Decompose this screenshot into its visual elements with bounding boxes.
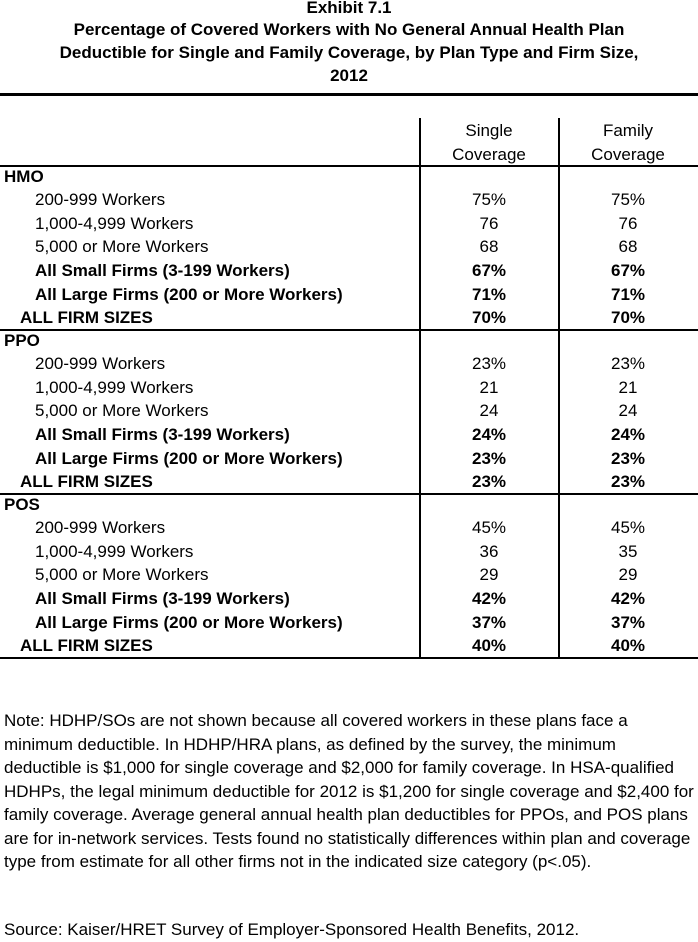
title-divider xyxy=(0,93,698,96)
family-value: 37% xyxy=(610,613,646,632)
table-row xyxy=(0,587,698,611)
row-label: 1,000-4,999 Workers xyxy=(35,214,194,233)
row-label: 200-999 Workers xyxy=(35,518,166,537)
table-row xyxy=(0,235,698,259)
row-label: All Small Firms (3-199 Workers) xyxy=(35,589,290,608)
title-line-2: Deductible for Single and Family Coverage, by Plan Type and Firm Size, xyxy=(59,43,639,62)
single-value: 70% xyxy=(471,308,507,327)
row-label: All Small Firms (3-199 Workers) xyxy=(35,261,290,280)
family-value: 21 xyxy=(618,378,638,397)
family-value: 29 xyxy=(618,565,638,584)
table-row xyxy=(0,212,698,236)
table-row xyxy=(0,352,698,376)
row-label: All Large Firms (200 or More Workers) xyxy=(35,449,343,468)
row-label: 1,000-4,999 Workers xyxy=(35,378,194,397)
family-value: 23% xyxy=(610,472,646,491)
single-value: 37% xyxy=(471,613,507,632)
table-row xyxy=(0,259,698,283)
row-label: 5,000 or More Workers xyxy=(35,237,209,256)
row-label: 200-999 Workers xyxy=(35,190,166,209)
table-row xyxy=(0,399,698,423)
single-value: 68 xyxy=(479,237,499,256)
family-value: 45% xyxy=(610,518,646,537)
exhibit-title xyxy=(0,0,698,87)
row-label: 5,000 or More Workers xyxy=(35,565,209,584)
family-value: 24% xyxy=(610,425,646,444)
family-header-line-1: Family xyxy=(602,121,654,140)
table-row xyxy=(0,634,698,658)
table-row xyxy=(0,188,698,212)
single-value: 21 xyxy=(479,378,499,397)
header-rule xyxy=(0,165,698,167)
family-value: 23% xyxy=(610,449,646,468)
row-label: All Small Firms (3-199 Workers) xyxy=(35,425,290,444)
table-row xyxy=(0,447,698,471)
single-value: 42% xyxy=(471,589,507,608)
single-value: 76 xyxy=(479,214,499,233)
family-value: 75% xyxy=(610,190,646,209)
single-coverage-header xyxy=(420,119,558,167)
footnote: Note: HDHP/SOs are not shown because all covered workers in these plans face a minimum deductible. In HDHP/HRA plans, as defined by the survey, the minimum deductible is $1,000 for single coverage and $2,000 for family coverage. In HSA-qualified HDHPs, the legal minimum deductible for 2012 is $1,200 for single coverage and $2,400 for family coverage. Average general annual health plan deductibles for PPOs, and POS plans are for in-network services. Tests found no statistically differences within plan and coverage type from estimate for all other firms not in the indicated size category (p<.05). xyxy=(4,711,694,871)
family-value: 23% xyxy=(610,354,646,373)
group-title-ppo: PPO xyxy=(4,331,40,350)
single-value: 45% xyxy=(471,518,507,537)
table-row xyxy=(0,516,698,540)
group-title-hmo: HMO xyxy=(4,167,44,186)
family-header-line-2: Coverage xyxy=(591,145,665,164)
single-value: 67% xyxy=(471,261,507,280)
table-row xyxy=(0,423,698,447)
family-coverage-header xyxy=(559,119,697,167)
single-value: 36 xyxy=(479,542,499,561)
family-value: 24 xyxy=(618,401,638,420)
single-header-line-1: Single xyxy=(465,121,513,140)
family-value: 71% xyxy=(610,285,646,304)
family-value: 67% xyxy=(610,261,646,280)
row-label: 200-999 Workers xyxy=(35,354,166,373)
table-row xyxy=(0,563,698,587)
family-value: 68 xyxy=(618,237,638,256)
title-line-3: 2012 xyxy=(330,66,368,85)
source-note: Source: Kaiser/HRET Survey of Employer-Sponsored Health Benefits, 2012. xyxy=(4,920,580,939)
row-label: ALL FIRM SIZES xyxy=(20,472,153,491)
single-value: 71% xyxy=(471,285,507,304)
single-value: 24% xyxy=(471,425,507,444)
exhibit-number: Exhibit 7.1 xyxy=(306,0,392,17)
single-value: 23% xyxy=(471,354,507,373)
table-row xyxy=(0,540,698,564)
family-value: 42% xyxy=(610,589,646,608)
single-value: 29 xyxy=(479,565,499,584)
family-value: 35 xyxy=(618,542,638,561)
family-value: 40% xyxy=(610,636,646,655)
single-header-line-2: Coverage xyxy=(452,145,526,164)
table-row xyxy=(0,611,698,635)
table-row xyxy=(0,470,698,494)
single-value: 23% xyxy=(471,449,507,468)
single-value: 24 xyxy=(479,401,499,420)
group-title-pos: POS xyxy=(4,495,40,514)
row-label: 5,000 or More Workers xyxy=(35,401,209,420)
title-line-1: Percentage of Covered Workers with No General Annual Health Plan xyxy=(73,20,625,39)
single-value: 75% xyxy=(471,190,507,209)
family-value: 70% xyxy=(610,308,646,327)
row-label: ALL FIRM SIZES xyxy=(20,308,153,327)
table-row xyxy=(0,376,698,400)
table-row xyxy=(0,283,698,307)
row-label: ALL FIRM SIZES xyxy=(20,636,153,655)
table-row xyxy=(0,306,698,330)
single-value: 40% xyxy=(471,636,507,655)
family-value: 76 xyxy=(618,214,638,233)
single-value: 23% xyxy=(471,472,507,491)
row-label: All Large Firms (200 or More Workers) xyxy=(35,285,343,304)
row-label: All Large Firms (200 or More Workers) xyxy=(35,613,343,632)
row-label: 1,000-4,999 Workers xyxy=(35,542,194,561)
